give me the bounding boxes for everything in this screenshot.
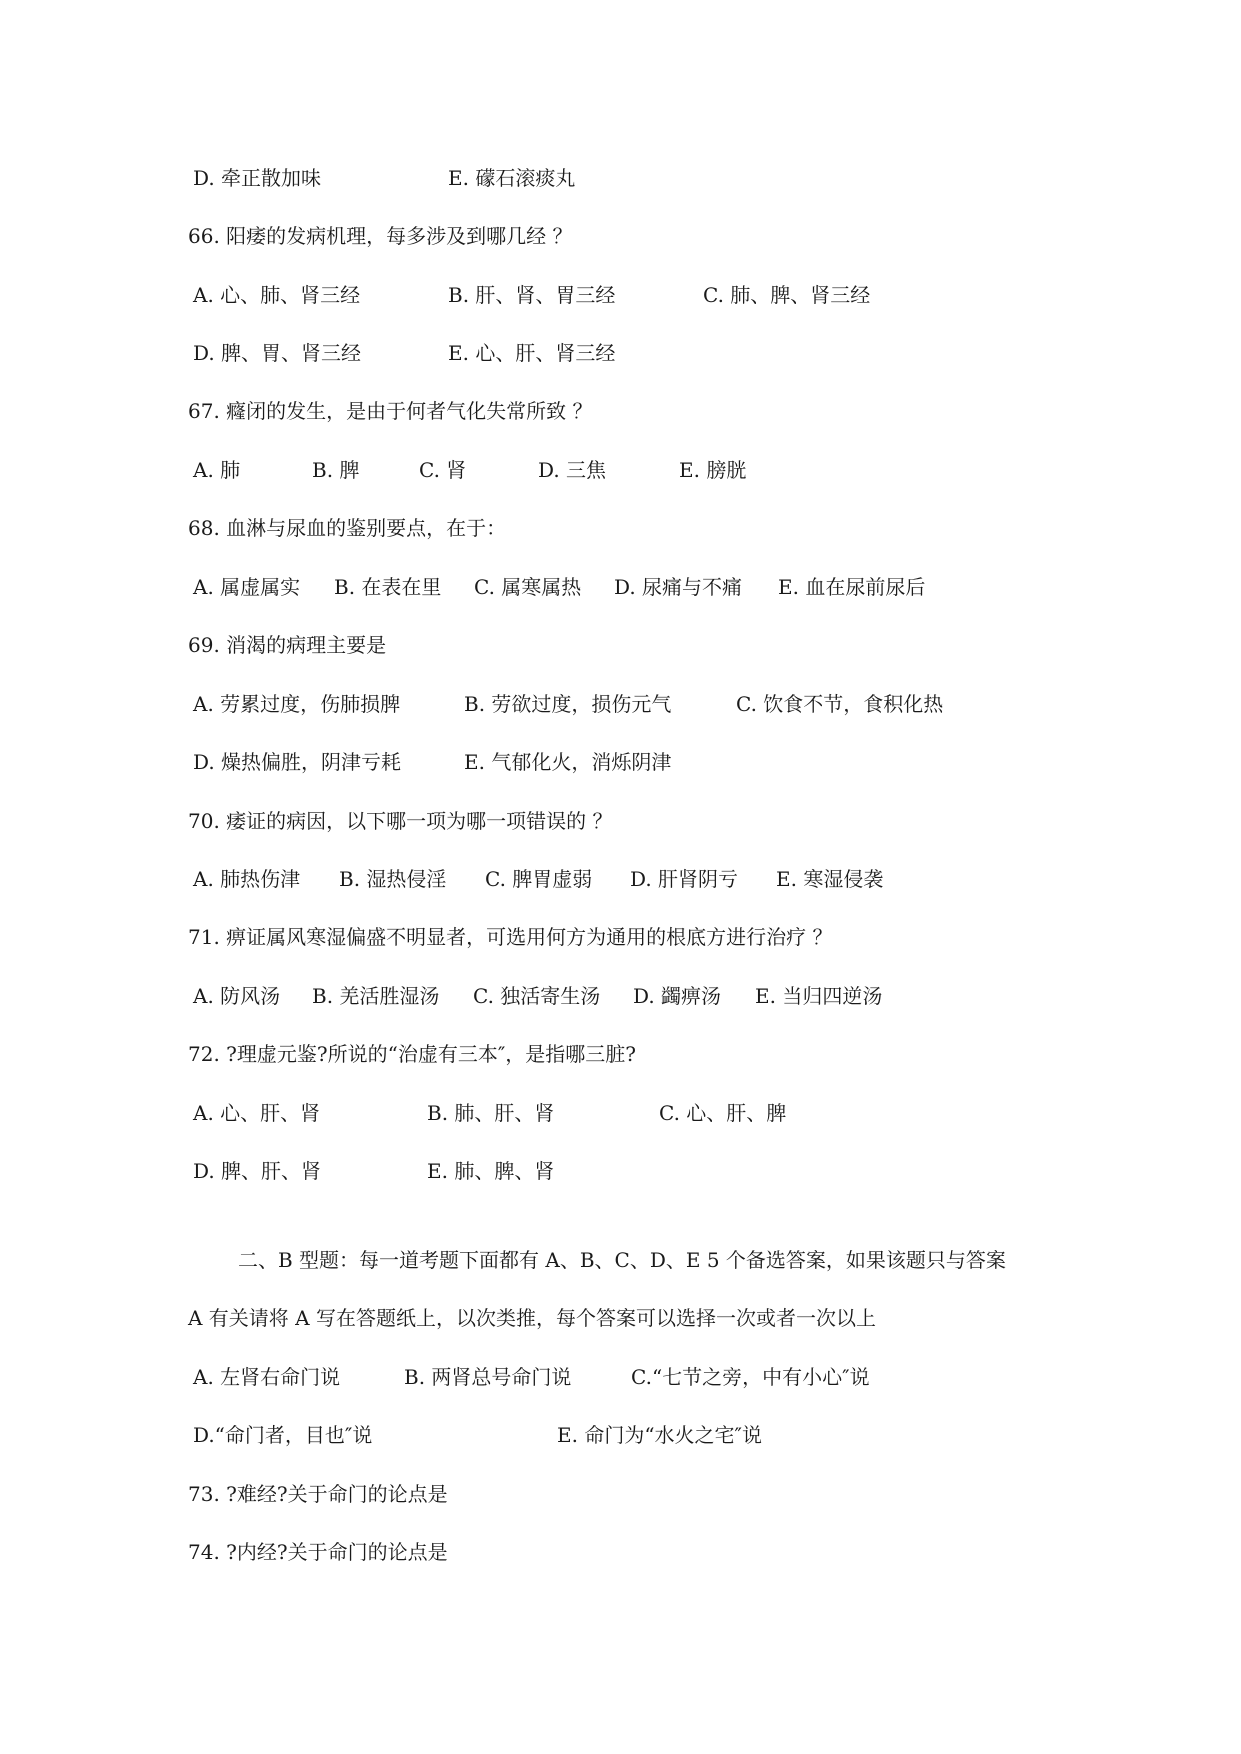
option-d: D. 脾、肝、肾 <box>193 1159 322 1183</box>
section-intro-text: A 有关请将 A 写在答题纸上，以次类推，每个答案可以选择一次或者一次以上 <box>188 1306 876 1330</box>
option-d: D. 脾、胃、肾三经 <box>193 341 362 365</box>
option-e: E. 血在尿前尿后 <box>778 575 926 599</box>
option-a: A. 肺 <box>193 458 241 482</box>
question-text: 69. 消渴的病理主要是 <box>188 633 387 657</box>
question-text: 67. 癃闭的发生，是由于何者气化失常所致 ？ <box>188 399 593 423</box>
option-e: E. 心、肝、肾三经 <box>448 341 616 365</box>
question-text: 71. 痹证属风寒湿偏盛不明显者，可选用何方为通用的根底方进行治疗 ？ <box>188 925 833 949</box>
question-text: 70. 痿证的病因，以下哪一项为哪一项错误的 ？ <box>188 809 613 833</box>
option-b: B. 脾 <box>312 458 360 482</box>
option-d: D. 牵正散加味 <box>193 166 322 190</box>
option-b: B. 肺、肝、肾 <box>427 1101 555 1125</box>
option-d: D. 尿痛与不痛 <box>614 575 743 599</box>
option-b: B. 湿热侵淫 <box>339 867 447 891</box>
option-c: C.“七节之旁，中有小心″说 <box>631 1365 870 1389</box>
option-a: A. 心、肺、肾三经 <box>193 283 361 307</box>
option-a: A. 左肾右命门说 <box>193 1365 341 1389</box>
option-e: E. 膀胱 <box>679 458 747 482</box>
option-e: E. 命门为“水火之宅″说 <box>557 1423 763 1447</box>
option-b: B. 肝、肾、胃三经 <box>448 283 616 307</box>
option-e: E. 肺、脾、肾 <box>427 1159 555 1183</box>
option-b: B. 两肾总号命门说 <box>404 1365 572 1389</box>
question-text: 72. ?理虚元鉴?所说的“治虚有三本″，是指哪三脏? <box>188 1042 637 1066</box>
option-b: B. 羌活胜湿汤 <box>312 984 440 1008</box>
option-e: E. 寒湿侵袭 <box>776 867 884 891</box>
option-c: C. 肾 <box>419 458 467 482</box>
option-e: E. 礞石滚痰丸 <box>448 166 576 190</box>
option-d: D. 蠲痹汤 <box>633 984 722 1008</box>
question-text: 73. ?难经?关于命门的论点是 <box>188 1482 448 1506</box>
option-a: A. 劳累过度，伤肺损脾 <box>193 692 401 716</box>
question-text: 66. 阳痿的发病机理，每多涉及到哪几经 ？ <box>188 224 573 248</box>
option-c: C. 心、肝、脾 <box>659 1101 787 1125</box>
option-d: D. 肝肾阴亏 <box>630 867 739 891</box>
option-d: D. 燥热偏胜，阴津亏耗 <box>193 750 402 774</box>
option-c: C. 脾胃虚弱 <box>485 867 593 891</box>
option-b: B. 在表在里 <box>334 575 442 599</box>
option-d: D. 三焦 <box>538 458 607 482</box>
option-a: A. 属虚属实 <box>193 575 301 599</box>
option-a: A. 肺热伤津 <box>193 867 301 891</box>
section-intro-text: 二、B 型题：每一道考题下面都有 A、B、C、D、E 5 个备选答案，如果该题只与答案 <box>238 1248 1006 1272</box>
question-text: 68. 血淋与尿血的鉴别要点，在于： <box>188 516 507 540</box>
question-text: 74. ?内经?关于命门的论点是 <box>188 1540 448 1564</box>
option-e: E. 当归四逆汤 <box>755 984 883 1008</box>
option-e: E. 气郁化火，消烁阴津 <box>464 750 672 774</box>
option-a: A. 心、肝、肾 <box>193 1101 321 1125</box>
option-b: B. 劳欲过度，损伤元气 <box>464 692 672 716</box>
option-a: A. 防风汤 <box>193 984 281 1008</box>
option-d: D.“命门者，目也″说 <box>193 1423 373 1447</box>
option-c: C. 属寒属热 <box>474 575 582 599</box>
option-c: C. 独活寄生汤 <box>473 984 601 1008</box>
option-c: C. 饮食不节，食积化热 <box>736 692 944 716</box>
option-c: C. 肺、脾、肾三经 <box>703 283 871 307</box>
